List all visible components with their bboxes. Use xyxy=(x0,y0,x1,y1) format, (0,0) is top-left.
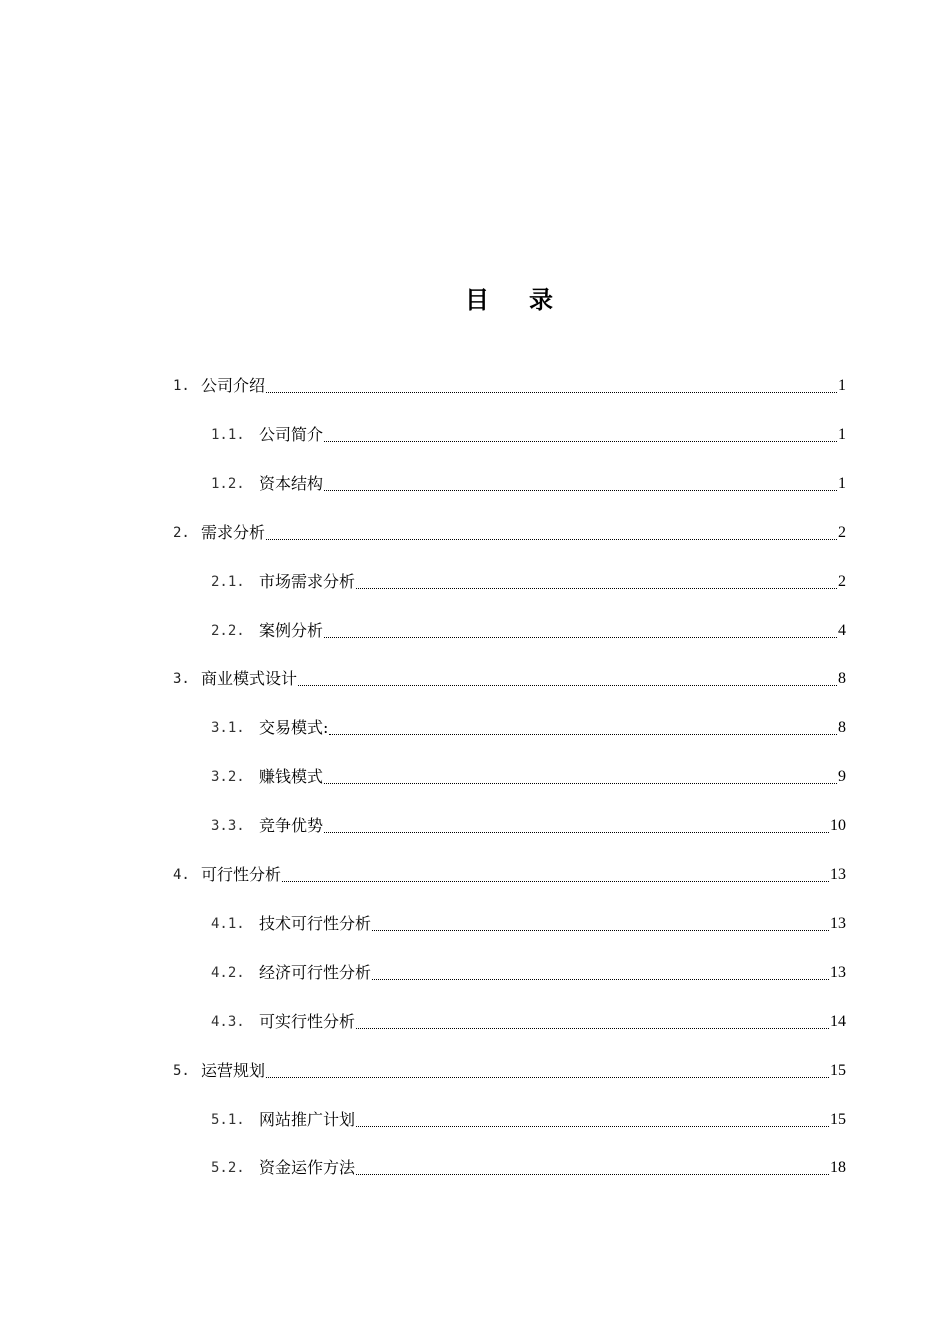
toc-entry[interactable] xyxy=(211,570,846,594)
toc-entry-number: 4.3. xyxy=(211,1013,245,1030)
toc-entry-page-number: 1 xyxy=(838,474,846,492)
toc-entry-label: 可实行性分析 xyxy=(259,1011,356,1031)
toc-entry[interactable] xyxy=(211,1156,846,1180)
toc-entry-page-number: 13 xyxy=(830,866,846,883)
dot-leader xyxy=(372,924,829,931)
toc-entry[interactable] xyxy=(173,1059,846,1083)
dot-leader xyxy=(298,679,837,686)
toc-entry[interactable] xyxy=(173,521,846,545)
toc-entry-label: 可行性分析 xyxy=(201,865,282,884)
toc-entry-number: 2. xyxy=(173,524,190,541)
dot-leader xyxy=(282,875,829,882)
toc-entry-number: 1.1. xyxy=(211,426,245,443)
toc-entry[interactable] xyxy=(173,374,846,398)
dot-leader xyxy=(372,973,829,980)
toc-entry[interactable] xyxy=(211,716,846,740)
toc-entry[interactable] xyxy=(211,765,846,789)
toc-entry-number: 3. xyxy=(173,671,190,688)
dot-leader xyxy=(266,533,837,540)
dot-leader xyxy=(324,484,837,491)
toc-entry-page-number: 1 xyxy=(838,377,846,394)
toc-entry-page-number: 8 xyxy=(838,670,846,688)
toc-entry[interactable] xyxy=(211,912,846,936)
toc-entry-number: 5.2. xyxy=(211,1160,245,1177)
dot-leader xyxy=(324,777,837,784)
dot-leader xyxy=(266,1071,829,1078)
toc-entry-label: 赚钱模式 xyxy=(259,767,324,787)
toc-entry[interactable] xyxy=(211,1010,846,1034)
toc-entry-page-number: 15 xyxy=(830,1110,846,1128)
toc-entry-label: 运营规划 xyxy=(201,1060,266,1080)
dot-leader xyxy=(329,728,837,735)
dot-leader xyxy=(324,631,837,638)
toc-entry-label: 经济可行性分析 xyxy=(259,962,372,982)
toc-entry-label: 公司介绍 xyxy=(201,376,266,395)
toc-title-left: 目 xyxy=(465,285,491,314)
toc-entry[interactable] xyxy=(211,619,846,643)
toc-entry[interactable] xyxy=(173,667,846,691)
toc-entry-label: 交易模式: xyxy=(259,718,329,738)
toc-entry-page-number: 1 xyxy=(838,425,846,443)
toc-entry-number: 2.2. xyxy=(211,622,245,639)
dot-leader xyxy=(356,1168,829,1175)
dot-leader xyxy=(324,826,829,833)
toc-entry-page-number: 10 xyxy=(830,817,846,835)
toc-entry-number: 3.3. xyxy=(211,818,245,835)
toc-entry[interactable] xyxy=(211,814,846,838)
toc-entry-number: 5. xyxy=(173,1062,190,1079)
dot-leader xyxy=(356,582,837,589)
toc-entry-number: 4.1. xyxy=(211,915,245,932)
toc-entry-number: 1. xyxy=(173,378,190,394)
toc-entry-page-number: 15 xyxy=(830,1061,846,1079)
toc-entry-number: 3.2. xyxy=(211,769,245,786)
toc-entry-page-number: 9 xyxy=(838,768,846,786)
toc-entry-number: 5.1. xyxy=(211,1111,245,1128)
toc-entry-label: 资金运作方法 xyxy=(259,1158,356,1178)
toc-entry-label: 案例分析 xyxy=(259,620,324,640)
dot-leader xyxy=(356,1022,829,1029)
toc-entry-page-number: 18 xyxy=(830,1159,846,1177)
toc-entry[interactable] xyxy=(211,1108,846,1132)
toc-title-right: 录 xyxy=(529,285,555,314)
toc-entry-label: 网站推广计划 xyxy=(259,1109,356,1129)
dot-leader xyxy=(266,386,837,393)
toc-entry-label: 公司简介 xyxy=(259,424,324,444)
dot-leader xyxy=(356,1120,829,1127)
toc-entry[interactable] xyxy=(211,961,846,985)
toc-entry-number: 4. xyxy=(173,867,190,883)
toc-entry-number: 2.1. xyxy=(211,573,245,590)
toc-entry-page-number: 4 xyxy=(838,621,846,639)
toc-entry-page-number: 2 xyxy=(838,572,846,590)
toc-entry-number: 4.2. xyxy=(211,964,245,981)
toc-entry-number: 1.2. xyxy=(211,475,245,492)
toc-entry-page-number: 2 xyxy=(838,523,846,541)
toc-entry[interactable] xyxy=(211,423,846,447)
dot-leader xyxy=(324,435,837,442)
toc-entry-label: 技术可行性分析 xyxy=(259,913,372,933)
toc-entry[interactable] xyxy=(173,863,846,887)
toc-entry-page-number: 14 xyxy=(830,1012,846,1030)
toc-entry-page-number: 8 xyxy=(838,719,846,737)
toc-entry-label: 需求分析 xyxy=(201,522,266,542)
toc-entry-label: 市场需求分析 xyxy=(259,571,356,591)
toc-entry-page-number: 13 xyxy=(830,914,846,932)
toc-entry-number: 3.1. xyxy=(211,720,245,737)
toc-entry-label: 竞争优势 xyxy=(259,816,324,836)
toc-entry-label: 资本结构 xyxy=(259,473,324,493)
toc-entry[interactable] xyxy=(211,472,846,496)
toc-entry-page-number: 13 xyxy=(830,963,846,981)
toc-entry-label: 商业模式设计 xyxy=(201,669,298,689)
